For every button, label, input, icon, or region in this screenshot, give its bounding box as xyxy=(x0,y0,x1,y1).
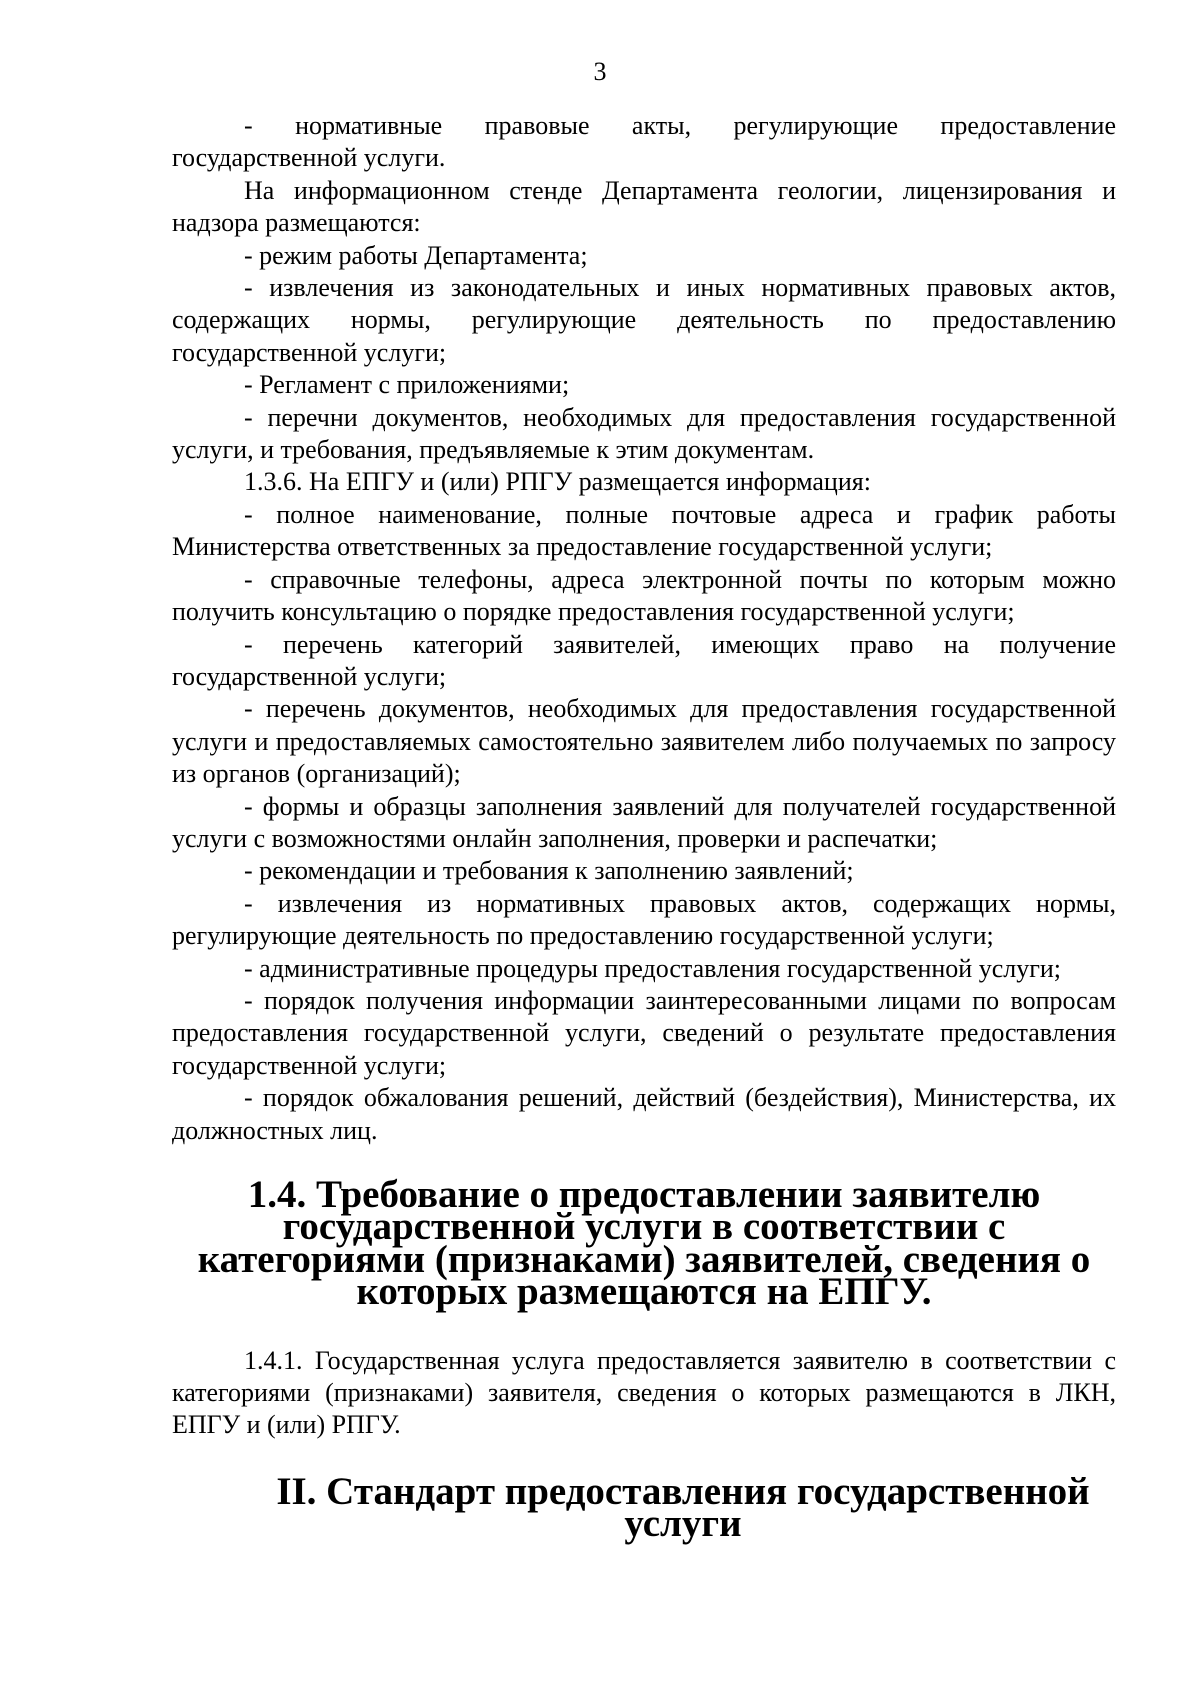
list-item-document-lists: - перечни документов, необходимых для предоставления государственной услуги, и требования, предъявляемые к этим документам. xyxy=(172,402,1116,465)
list-item-required-documents: - перечень документов, необходимых для предоставления государственной услуги и предоставляемых самостоятельно заявителем либо получаемых по запросу из органов (организаций); xyxy=(172,694,1116,789)
list-item-applicant-categories: - перечень категорий заявителей, имеющих право на получение государственной услуги; xyxy=(172,629,1116,691)
list-item-law-extracts: - извлечения из законодательных и иных нормативных правовых актов, содержащих нормы, регулирующие деятельность по предоставлению государственной услуги; xyxy=(172,273,1116,367)
list-item-info-procedure: - порядок получения информации заинтересованными лицами по вопросам предоставления государственной услуги, сведений о результате предоставления государственной услуги; xyxy=(172,985,1116,1080)
list-item-normative-extracts: - извлечения из нормативных правовых актов, содержащих нормы, регулирующие деятельность по предоставлению государственной услуги; xyxy=(172,888,1116,951)
document-body xyxy=(172,110,1116,1546)
paragraph-legal-acts: - нормативные правовые акты, регулирующие предоставление государственной услуги. xyxy=(172,111,1116,173)
list-item-appeal-procedure: - порядок обжалования решений, действий (бездействия), Министерства, их должностных лиц. xyxy=(172,1083,1116,1145)
paragraph-1-4-1: 1.4.1. Государственная услуга предоставляется заявителю в соответствии с категориями (признаками) заявителя, сведения о которых размещаются в ЛКН, ЕПГУ и (или) РПГУ. xyxy=(172,1345,1116,1440)
list-item-regulation: - Регламент с приложениями; xyxy=(244,370,570,400)
paragraph-info-stand: На информационном стенде Департамента геологии, лицензирования и надзора размещаются: xyxy=(172,175,1116,238)
list-item-work-schedule: - режим работы Департамента; xyxy=(244,240,588,270)
list-item-admin-procedures: - административные процедуры предоставления государственной услуги; xyxy=(244,953,1062,983)
page-number: 3 xyxy=(593,57,607,86)
list-item-recommendations: - рекомендации и требования к заполнению заявлений; xyxy=(244,856,854,886)
list-item-phones: - справочные телефоны, адреса электронной почты по которым можно получить консультацию о порядке предоставления государственной услуги; xyxy=(172,564,1116,627)
section-heading-1-4: 1.4. Требование о предоставлении заявителю государственной услуги в соответствии с категориями (признаками) заявителей, сведения о которых размещаются на ЕПГУ. xyxy=(197,1173,1091,1314)
section-heading-2: II. Стандарт предоставления государственной услуги xyxy=(276,1469,1090,1546)
list-item-full-name: - полное наименование, полные почтовые адреса и график работы Министерства ответственных за предоставление государственной услуги; xyxy=(172,499,1116,562)
paragraph-1-3-6: 1.3.6. На ЕПГУ и (или) РПГУ размещается информация: xyxy=(244,467,871,497)
list-item-forms-samples: - формы и образцы заполнения заявлений для получателей государственной услуги с возможностями онлайн заполнения, проверки и распечатки; xyxy=(172,791,1116,853)
